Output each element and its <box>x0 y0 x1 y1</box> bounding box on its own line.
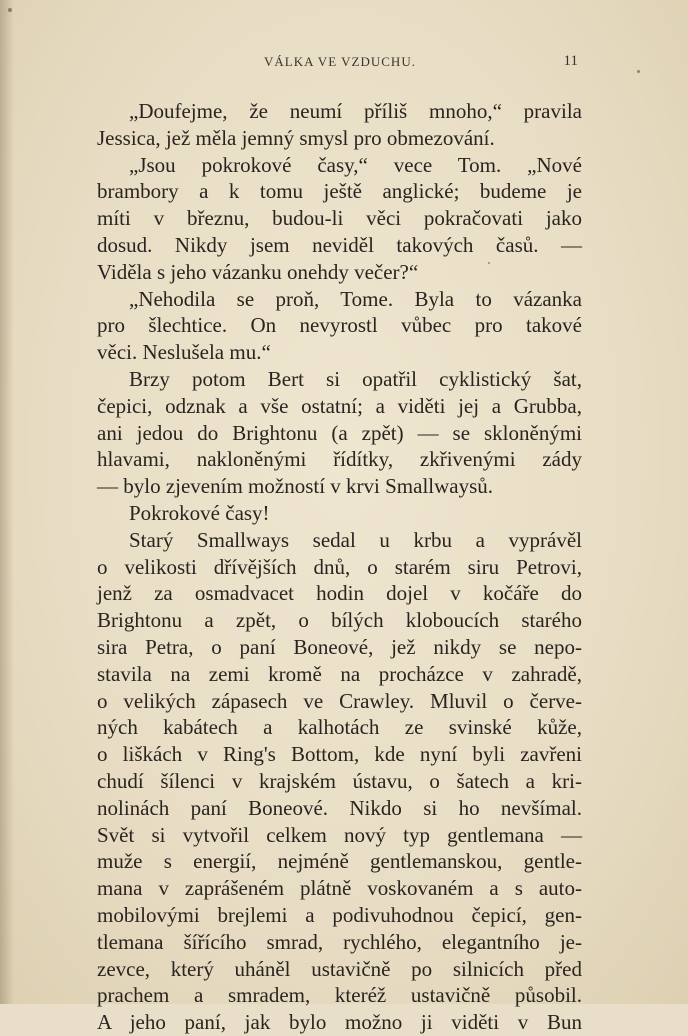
text-line: věci. Neslušela mu.“ <box>97 340 271 365</box>
text-line: prachem a smradem, kteréž ustavičně působil. <box>97 983 582 1008</box>
text-line: stavila na zemi kromě na procházce v zahradě, <box>97 661 582 686</box>
text-line: „Jsou pokrokové časy,“ vece Tom. „Nové <box>129 152 582 177</box>
body-text <box>97 98 582 1036</box>
text-line: Brzy potom Bert si opatřil cyklistický šat, <box>129 366 582 391</box>
paper-speck <box>488 262 490 264</box>
text-line: jenž za osmadvacet hodin dojel v kočáře do <box>97 581 582 606</box>
text-line: o velikosti dřívějších dnů, o starém siru Petrovi, <box>97 554 582 579</box>
text-line: zevce, který uháněl ustavičně po silnicích před <box>97 956 582 981</box>
text-line: chudí šílenci v krajském ústavu, o šatech a kri- <box>97 768 582 793</box>
text-line: Viděla s jeho vázanku onehdy večer?“ <box>97 259 419 284</box>
text-line: Svět si vytvořil celkem nový typ gentlemana — <box>97 822 582 847</box>
text-line: mana v zaprášeném plátně voskovaném a s auto- <box>97 876 582 901</box>
text-line: míti v březnu, budou-li věci pokračovati jako <box>97 206 582 231</box>
text-line: Brightonu a zpět, o bílých kloboucích starého <box>97 608 582 633</box>
spine-shadow <box>0 0 14 1004</box>
text-line: „Nehodila se proň, Tome. Byla to vázanka <box>129 286 582 311</box>
text-line: pro šlechtice. On nevyrostl vůbec pro takové <box>97 313 582 338</box>
text-line: sira Petra, o paní Boneové, jež nikdy se nepo- <box>97 634 582 659</box>
text-line: muže s energií, nejméně gentlemanskou, gentle- <box>97 849 582 874</box>
text-line: — bylo zjevením možností v krvi Smallwaysů. <box>97 474 494 499</box>
text-line: dosud. Nikdy jsem neviděl takových časů. — <box>97 232 582 257</box>
text-line: A jeho paní, jak bylo možno ji viděti v Bun <box>97 1010 582 1035</box>
running-head <box>98 54 582 72</box>
text-line: hlavami, nakloněnými řídítky, zkřivenými zády <box>97 447 582 472</box>
text-line: brambory a k tomu ještě anglické; budeme je <box>97 179 582 204</box>
text-line: o velikých zápasech ve Crawley. Mluvil o červe- <box>97 688 582 713</box>
text-line: Starý Smallways sedal u krbu a vyprávěl <box>129 527 582 552</box>
text-line: čepici, odznak a vše ostatní; a viděti jej a Grubba, <box>97 393 582 418</box>
text-line: nolinách paní Boneové. Nikdo si ho nevšímal. <box>97 795 582 820</box>
text-line: ných kabátech a kalhotách ze svinské kůže, <box>97 715 582 740</box>
text-line: tlemana šířícího smrad, rychlého, elegantního je- <box>97 929 582 954</box>
text-line: mobilovými brejlemi a podivuhodnou čepicí, gen- <box>97 902 582 927</box>
text-line: ani jedou do Brightonu (a zpět) — se skloněnými <box>97 420 582 445</box>
page-number: 11 <box>563 53 578 69</box>
paper-speck <box>8 8 12 12</box>
running-title: VÁLKA VE VZDUCHU. <box>264 54 416 69</box>
paper-speck <box>637 70 640 73</box>
text-line: Jessica, jež měla jemný smysl pro obmezování. <box>97 125 495 150</box>
text-line: „Doufejme, že neumí příliš mnoho,“ pravila <box>129 99 582 123</box>
text-line: o liškách v Ring's Bottom, kde nyní byli zavřeni <box>97 742 582 767</box>
text-line: Pokrokové časy! <box>129 500 270 525</box>
